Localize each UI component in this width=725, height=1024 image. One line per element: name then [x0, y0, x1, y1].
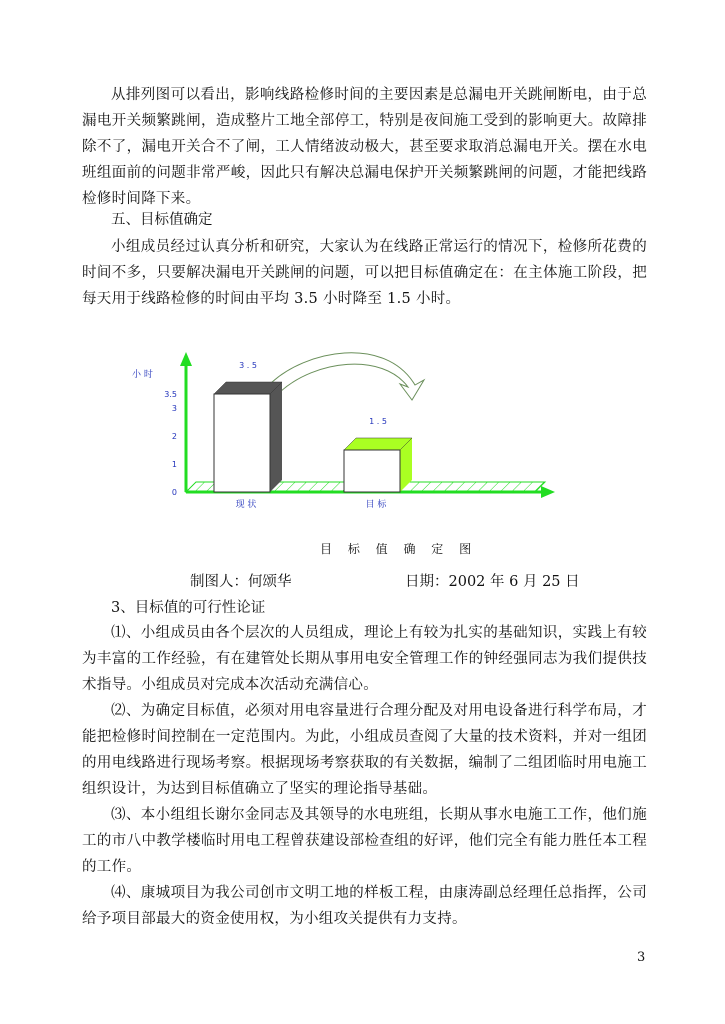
bar-value-label: 1 . 5	[369, 417, 387, 426]
x-axis-arrow	[541, 486, 555, 498]
y-axis-label: 小 时	[132, 370, 153, 380]
feasibility-item-4: ⑷、康城项目为我公司创市文明工地的样板工程，由康涛副总经理任总指挥，公司给予项目部最大的资金使用权，为小组攻关提供有力支持。	[82, 885, 647, 927]
bar-side	[270, 382, 282, 492]
bar-front	[344, 450, 400, 492]
bar	[344, 438, 412, 492]
y-tick-label: 0	[171, 488, 177, 497]
page-number: 3	[637, 950, 646, 965]
paragraph-target-value: 小组成员经过认真分析和研究，大家认为在线路正常运行的情况下，检修所花费的时间不多，只要解决漏电开关跳闸的问题，可以把目标值确定在：在主体施工阶段，把每天用于线路检修的时间由平均 3.5 小时降至 1.5 小时。	[82, 239, 647, 307]
target-value-chart	[120, 340, 580, 570]
y-tick-label: 1	[171, 460, 177, 469]
chart-caption: 目 标 值 确 定 图	[320, 542, 478, 556]
y-axis-arrow	[180, 352, 192, 366]
y-tick-label: 3	[171, 404, 177, 413]
bar-value-label: 3 . 5	[239, 361, 257, 370]
bar-top	[344, 438, 412, 450]
chart-author: 制图人：何颂华	[190, 574, 292, 590]
bar	[214, 382, 282, 492]
feasibility-item-2: ⑵、为确定目标值，必须对用电容量进行合理分配及对用电设备进行科学布局，才能把检修时间控制在一定范围内。为此，小组成员查阅了大量的技术资料，并对一组团的用电线路进行现场考察。根据现场考察获取的有关数据，编制了二组团临时用电施工组织设计，为达到目标值确立了坚实的理论指导基础。	[82, 703, 647, 797]
chart-date: 日期：2002 年 6 月 25 日	[405, 574, 580, 590]
paragraph-pareto-analysis: 从排列图可以看出，影响线路检修时间的主要因素是总漏电开关跳闸断电，由于总漏电开关频繁跳闸，造成整片工地全部停工，特别是夜间施工受到的影响更大。故障排除不了，漏电开关合不了闸，工人情绪波动极大，甚至要求取消总漏电开关。摆在水电班组面前的问题非常严峻，因此只有解决总漏电保护开关频繁跳闸的问题，才能把线路检修时间降下来。	[82, 87, 647, 207]
section-heading-feasibility: 3、目标值的可行性论证	[111, 600, 266, 616]
bar-front	[214, 394, 270, 492]
y-tick-label: 2	[171, 432, 177, 441]
feasibility-item-3: ⑶、本小组组长谢尔金同志及其领导的水电班组，长期从事水电施工工作，他们施工的市八中教学楼临时用电工程曾获建设部检查组的好评，他们完全有能力胜任本工程的工作。	[82, 807, 647, 875]
category-label: 目 标	[365, 500, 387, 510]
feasibility-item-1: ⑴、小组成员由各个层次的人员组成，理论上有较为扎实的基础知识，实践上有较为丰富的工作经验，有在建管处长期从事用电安全管理工作的钟经强同志为我们提供技术指导。小组成员对完成本次活动充满信心。	[82, 625, 647, 693]
bar-top	[214, 382, 282, 394]
section-heading-target: 五、目标值确定	[111, 212, 213, 228]
trend-arrow-icon	[270, 353, 424, 400]
category-label: 现 状	[235, 500, 257, 510]
y-tick-label: 3.5	[164, 390, 177, 399]
